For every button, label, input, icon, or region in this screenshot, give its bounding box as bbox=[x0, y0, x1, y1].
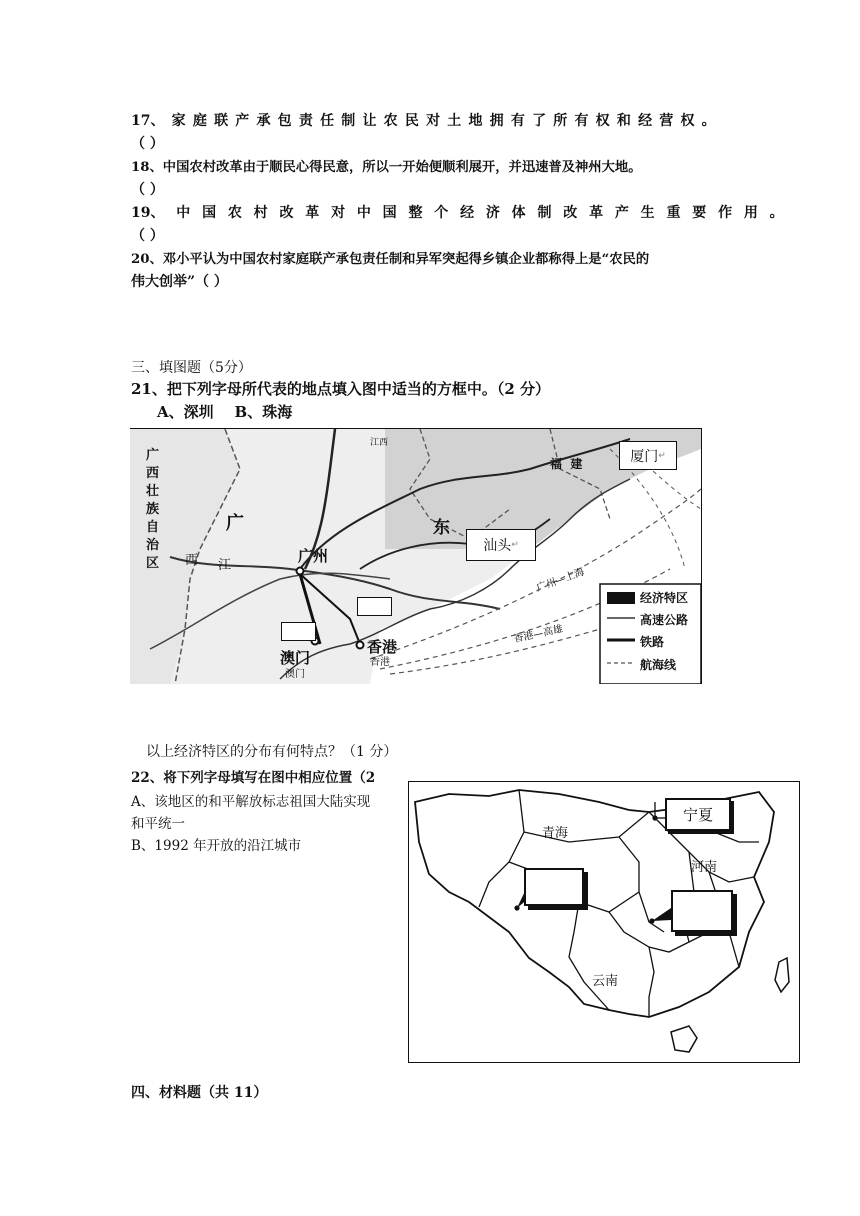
china-map bbox=[408, 781, 800, 1063]
question-21-options: A、深圳 B、珠海 bbox=[157, 403, 293, 421]
xijiang-label: 西 bbox=[185, 553, 199, 568]
xijiang-label-2: 江 bbox=[218, 558, 232, 573]
question-20-line2: 伟大创举”（ ） bbox=[131, 274, 228, 290]
route-hongkong-kaohsiung: 香港—高雄 bbox=[512, 623, 565, 646]
question-22-option-b: B、1992 年开放的沿江城市 bbox=[131, 838, 302, 854]
shantou-box: 汕头 ↵ bbox=[466, 529, 536, 561]
question-22-title: 22、将下列字母填写在图中相应位置（2 bbox=[131, 770, 376, 786]
macau-sublabel: 澳门 bbox=[285, 669, 305, 680]
qinghai-label: 青海 bbox=[542, 826, 569, 841]
macau-label: 澳门 bbox=[280, 649, 311, 667]
question-19-answer-paren: （ ） bbox=[131, 228, 164, 244]
question-17: 17、家庭联产承包责任制让农民对土地拥有了所有权和经营权。 bbox=[131, 113, 723, 129]
section-3-title: 三、填图题（5分） bbox=[131, 360, 252, 376]
legend-highway: 高速公路 bbox=[640, 613, 689, 627]
map-drawing bbox=[130, 429, 701, 684]
henan-label: 河南 bbox=[691, 860, 718, 875]
question-18: 18、中国农村改革由于顺民心得民意，所以一开始便顺利展开，并迅速普及神州大地。 bbox=[131, 160, 642, 175]
legend-shipping: 航海线 bbox=[640, 658, 677, 672]
legend-sez: 经济特区 bbox=[640, 591, 689, 605]
section-4-title: 四、材料题（共 11） bbox=[131, 1085, 268, 1101]
hongkong-sublabel: 香港 bbox=[370, 657, 390, 668]
hongkong-label: 香港 bbox=[367, 638, 398, 656]
question-19: 19、中国农村改革对中国整个经济体制改革产生重要作用。 bbox=[131, 205, 796, 221]
question-22-option-a-line2: 和平统一 bbox=[131, 816, 185, 832]
question-18-answer-paren: （ ） bbox=[131, 182, 164, 198]
legend-railway: 铁路 bbox=[640, 635, 665, 649]
guangzhou-label: 广州 bbox=[298, 547, 329, 565]
fujian-label: 福 建 bbox=[550, 457, 583, 471]
answer-box-lower[interactable] bbox=[281, 622, 316, 641]
question-20: 20、邓小平认为中国农村家庭联产承包责任制和异军突起得乡镇企业都称得上是“农民的 bbox=[131, 252, 650, 267]
yunnan-label: 云南 bbox=[592, 974, 619, 989]
question-21-sub: 以上经济特区的分布有何特点？（1 分） bbox=[146, 744, 398, 760]
question-22-option-a-line1: A、该地区的和平解放标志祖国大陆实现 bbox=[131, 794, 371, 810]
pearl-river-delta-map bbox=[130, 428, 702, 684]
answer-box-upper[interactable] bbox=[357, 597, 392, 616]
ningxia-box: 宁夏 bbox=[665, 798, 731, 831]
answer-box-a[interactable] bbox=[524, 868, 584, 906]
xiamen-box: 厦门 ↵ bbox=[619, 441, 677, 470]
question-17-answer-paren: （ ） bbox=[131, 136, 164, 152]
question-21-title: 21、把下列字母所代表的地点填入图中适当的方框中。（2 分） bbox=[131, 380, 551, 398]
guangxi-label: 广 西 壮 族 自 治 区 bbox=[146, 448, 160, 571]
guang-label: 广 bbox=[226, 513, 244, 534]
china-map-drawing bbox=[409, 782, 799, 1062]
route-guangzhou-shanghai: 广州—上海 bbox=[535, 566, 587, 595]
jiangxi-label: 江西 bbox=[370, 438, 389, 448]
answer-box-b[interactable] bbox=[671, 890, 733, 932]
dong-label: 东 bbox=[433, 518, 450, 538]
